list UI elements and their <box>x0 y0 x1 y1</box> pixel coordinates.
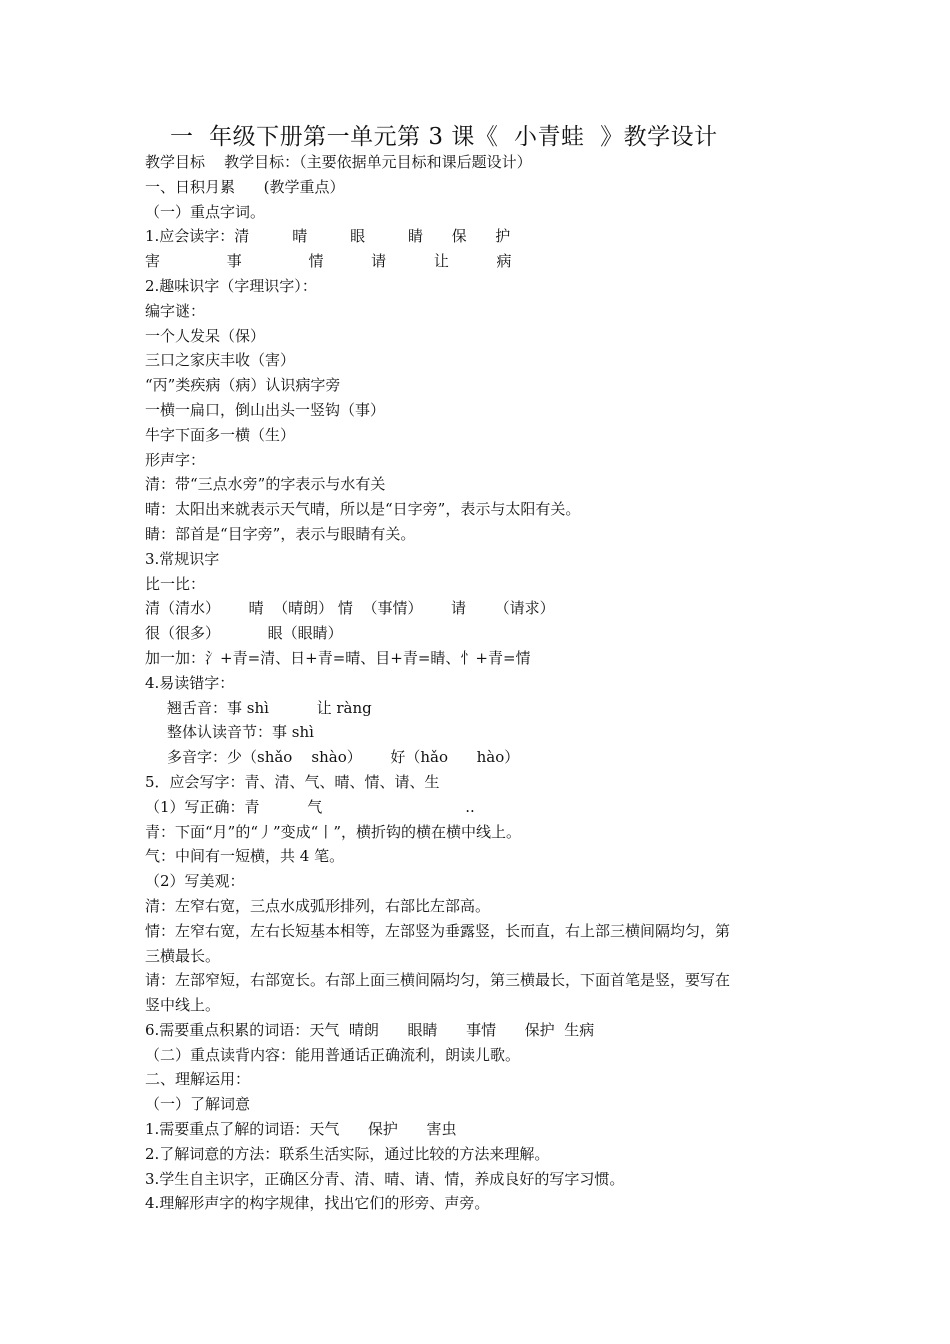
text-line: （2）写美观： <box>145 872 245 891</box>
text-line: 晴：太阳出来就表示天气晴，所以是“日字旁”，表示与太阳有关。 <box>145 500 581 519</box>
text-line: 气：中间有一短横，共 4 笔。 <box>145 847 345 866</box>
text-line: 整体认读音节：事 shì <box>167 723 314 742</box>
text-line: 很（很多） 眼（眼睛） <box>145 624 343 643</box>
text-line: 三口之家庆丰收（害） <box>145 351 296 370</box>
text-line: （1）写正确：青 气 .. <box>145 797 475 816</box>
text-line: 比一比： <box>145 574 206 593</box>
text-line: 翘舌音：事 shì 让 ràng <box>167 698 372 717</box>
text-line: 编字谜： <box>145 301 206 320</box>
text-line: 请：左部窄短，右部宽长。右部上面三横间隔均匀，第三横最长，下面首笔是竖，要写在 <box>145 971 731 990</box>
text-line: “丙”类疾病（病）认识病字旁 <box>145 376 341 395</box>
text-line: 6.需要重点积累的词语：天气 晴朗 眼睛 事情 保护 生病 <box>145 1020 595 1039</box>
text-line: 二、理解运用： <box>145 1070 251 1089</box>
text-line: 一横一扁口，倒山出头一竖钩（事） <box>145 400 386 419</box>
text-line: （一）重点字词。 <box>145 202 266 221</box>
text-line: 害 事 情 请 让 病 <box>145 252 512 271</box>
text-line: （一）了解词意 <box>145 1095 251 1114</box>
text-line: 清（清水） 晴 （晴朗） 情 （事情） 请 （请求） <box>145 599 555 618</box>
text-line: （二）重点读背内容：能用普通话正确流利，朗读儿歌。 <box>145 1045 521 1064</box>
text-line: 4.易读错字： <box>145 673 235 692</box>
text-line: 多音字：少（shǎo shào） 好（hǎo hào） <box>167 748 520 767</box>
text-line: 睛：部首是“目字旁”，表示与眼睛有关。 <box>145 524 416 543</box>
text-line: 竖中线上。 <box>145 996 221 1015</box>
text-line: 情：左窄右宽，左右长短基本相等，左部竖为垂露竖，长而直，右上部三横间隔均匀，第 <box>145 921 731 940</box>
text-line: 清：左窄右宽，三点水成弧形排列，右部比左部高。 <box>145 896 491 915</box>
text-line: 3.常规识字 <box>145 549 220 568</box>
text-line: 青：下面“月”的“丿”变成“丨”，横折钩的横在横中线上。 <box>145 822 522 841</box>
text-line: 教学目标 教学目标：（主要依据单元目标和课后题设计） <box>145 153 532 171</box>
text-line: 1.需要重点了解的词语：天气 保护 害虫 <box>145 1120 457 1139</box>
text-line: 加一加：氵+青=清、日+青=晴、目+青=睛、忄+青=情 <box>145 648 531 667</box>
text-line: 4.理解形声字的构字规律，找出它们的形旁、声旁。 <box>145 1194 490 1213</box>
text-line: 清：带“三点水旁”的字表示与水有关 <box>145 475 386 494</box>
text-line: 一、日积月累 (教学重点） <box>145 177 345 196</box>
text-line: 一个人发呆（保） <box>145 326 266 345</box>
text-line: 2.趣味识字（字理识字）： <box>145 276 317 295</box>
document-title: 一 年级下册第一单元第 3 课《 小青蛙 》教学设计 <box>170 124 718 150</box>
text-line: 牛字下面多一横（生） <box>145 425 296 444</box>
text-line: 3.学生自主识字，正确区分青、清、晴、请、情，养成良好的写字习惯。 <box>145 1169 625 1188</box>
text-line: 5．应会写字：青、清、气、晴、情、请、生 <box>145 772 440 791</box>
text-line: 三横最长。 <box>145 946 221 965</box>
text-line: 1.应会读字：清 晴 眼 睛 保 护 <box>145 227 511 246</box>
text-line: 2.了解词意的方法：联系生活实际，通过比较的方法来理解。 <box>145 1144 550 1163</box>
document-body <box>145 150 805 1216</box>
text-line: 形声字： <box>145 450 206 469</box>
